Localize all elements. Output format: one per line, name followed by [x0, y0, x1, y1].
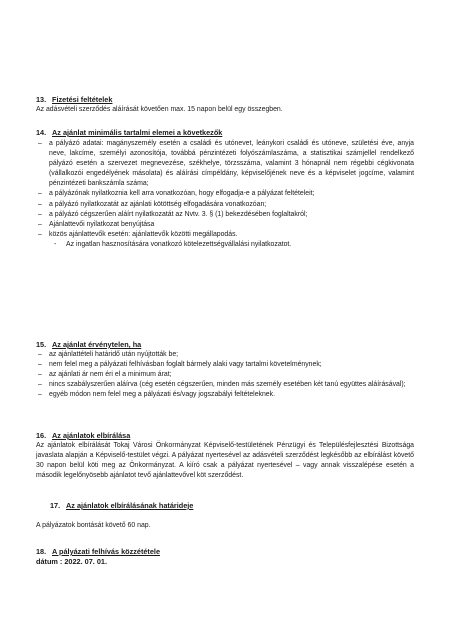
sub-list-item: - Az ingatlan hasznosítására vonatkozó kötelezettségvállalási nyilatkozatot. — [36, 240, 414, 250]
section-15-list — [36, 350, 414, 400]
list-item: – a pályázó adatai: magányszemély esetén a családi és utónevet, leánykori családi és utóneve, születési éve, anyja neve, lakcíme, személyi azonosítója, továbbá pénzintézeti folyószámlaszáma, a statisztikai számjellel rendelkező pályázó esetén a szervezet megnevezése, székhelye, törzsszáma, valamint 3 hónapnál nem régebbi cégkivonata (vállalkozói engedélyének másolata) és aláírási címpéldány, képviselőjének neve és a képviselet jogcíme, valamint pénzintézeti bankszámla száma; — [36, 139, 414, 189]
section-16-number: 16. — [36, 431, 47, 440]
list-item: – közös ajánlattevők esetén: ajánlattevők közötti megállapodás. — [36, 230, 414, 240]
section-14-sublist — [36, 240, 414, 250]
section-14-heading — [36, 128, 414, 138]
section-13-heading — [36, 95, 414, 105]
section-17-number: 17. — [50, 501, 61, 510]
section-16-text: Az ajánlatok elbírálását Tokaj Városi Önkormányzat Képviselő-testületének Pénzügyi és Településfejlesztési Bizottsága javaslata alapján a Képviselő-testület végzi. A pályázat nyertesével az adásvételi szerződést legkésőbb az elbírálást követő 30 napon belül köti meg az Önkormányzat. A kiíró csak a pályázat nyertesével – vagy annak visszalépése esetén a második legelőnyösebb ajánlatot tevő ajánlattevővel köt szerződést. — [36, 442, 414, 480]
list-item: – a pályázó cégszerűen aláírt nyilatkozatát az Nvtv. 3. § (1) bekezdésében foglaltakról; — [36, 210, 414, 220]
list-item: – nincs szabályszerűen aláírva (cég esetén cégszerűen, minden más személy esetében két tanú együttes aláírásával); — [36, 380, 414, 390]
section-15-number: 15. — [36, 340, 47, 349]
list-item: – a pályázónak nyilatkoznia kell arra vonatkozóan, hogy elfogadja-e a pályázat feltételeit; — [36, 189, 414, 199]
section-15 — [36, 340, 414, 400]
section-17 — [36, 501, 414, 531]
section-15-heading — [36, 340, 414, 350]
section-18-number: 18. — [36, 547, 47, 556]
list-item: – az ajánlattételi határidő után nyújtották be; — [36, 350, 414, 360]
section-16 — [36, 431, 414, 481]
section-16-heading — [36, 431, 414, 441]
section-13-text: Az adásvételi szerződés aláírását követően max. 15 napon belül egy összegben. — [36, 106, 283, 113]
section-14 — [36, 128, 414, 250]
list-item: – az ajánlati ár nem éri el a minimum árat; — [36, 370, 414, 380]
section-17-heading — [36, 501, 414, 511]
section-18 — [36, 547, 414, 567]
section-13-number: 13. — [36, 95, 47, 104]
list-item: – egyéb módon nem felel meg a pályázati és/vagy jogszabályi feltételeknek. — [36, 390, 414, 400]
section-14-number: 14. — [36, 128, 47, 137]
section-14-title: Az ajánlat minimális tartalmi elemei a következők — [52, 128, 223, 137]
section-18-heading — [36, 547, 414, 557]
publication-date: dátum : 2022. 07. 01. — [36, 557, 107, 566]
list-item: – a pályázó nyilatkozatát az ajánlati kötöttség elfogadására vonatkozóan; — [36, 200, 414, 210]
section-13 — [36, 95, 414, 115]
section-14-list — [36, 139, 414, 240]
section-17-title: Az ajánlatok elbírálásának határideje — [66, 501, 194, 510]
list-item: – Ajánlattevői nyilatkozat benyújtása — [36, 220, 414, 230]
section-17-text: A pályázatok bontását követő 60 nap. — [36, 522, 151, 529]
section-16-title: Az ajánlatok elbírálása — [52, 431, 131, 440]
section-15-title: Az ajánlat érvénytelen, ha — [52, 340, 142, 349]
list-item: – nem felel meg a pályázati felhívásban foglalt bármely alaki vagy tartalmi követelménynek; — [36, 360, 414, 370]
section-13-title: Fizetési feltételek — [52, 95, 113, 104]
section-18-title: A pályázati felhívás közzététele — [52, 547, 161, 556]
